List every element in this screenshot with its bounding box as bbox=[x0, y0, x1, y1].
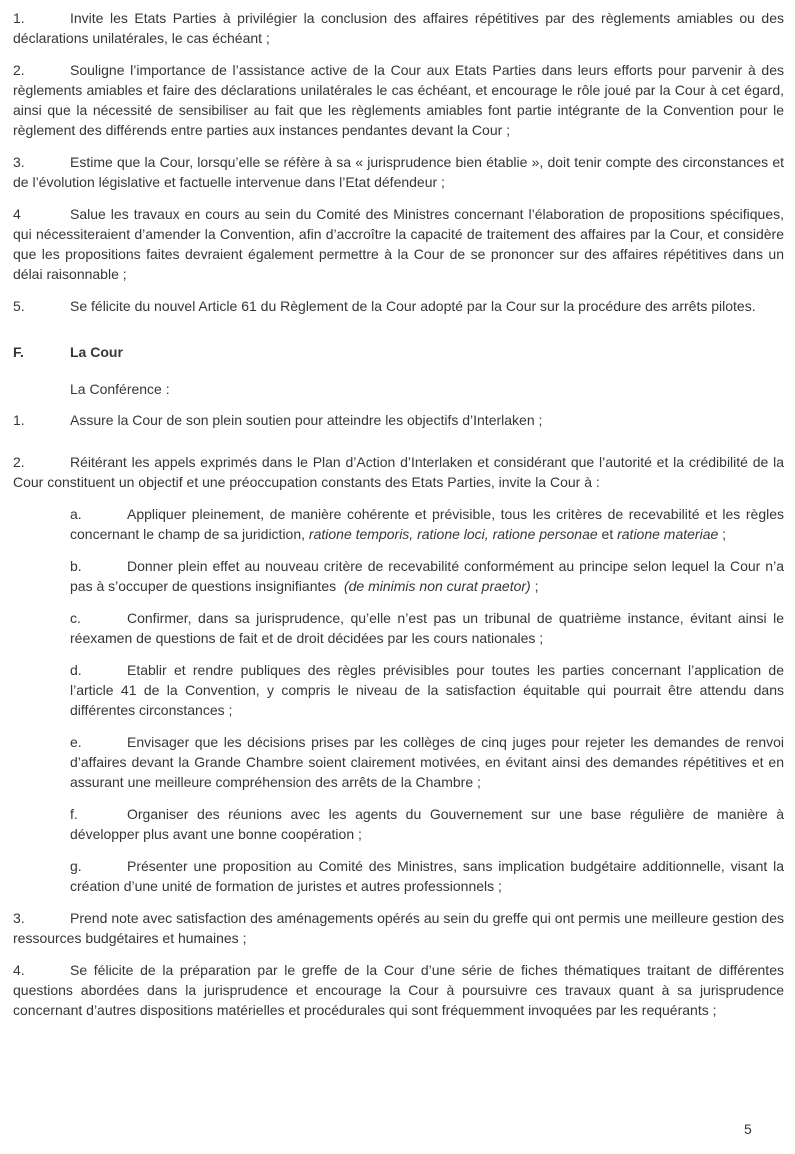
subitem-text: Appliquer pleinement, de manière cohérente et prévisible, tous les critères de recevabilité et les règles concernant le champ de sa juridiction, bbox=[70, 506, 784, 542]
section-title: La Cour bbox=[70, 344, 123, 360]
subitem-c bbox=[70, 608, 784, 648]
item-text: Prend note avec satisfaction des aménagements opérés au sein du greffe qui ont permis une meilleure gestion des ressources budgétaires et humaines ; bbox=[13, 910, 784, 946]
subitem-marker: d. bbox=[70, 662, 82, 678]
subitem-text: et bbox=[597, 526, 618, 542]
item-text: Réitérant les appels exprimés dans le Plan d’Action d’Interlaken et considérant que l’autorité et la crédibilité de la Cour constituent un objectif et une préoccupation constants des Etats Parties, invite la Cour à : bbox=[13, 454, 784, 490]
conference-intro: La Conférence : bbox=[70, 381, 170, 397]
section-label: F. bbox=[13, 344, 24, 360]
item-number: 2. bbox=[13, 454, 25, 470]
subitem-f bbox=[70, 804, 784, 844]
subitem-text: Donner plein effet au nouveau critère de recevabilité conformément au principe selon lequel la Cour n’a pas à s’occuper de questions insignifiantes bbox=[70, 558, 784, 594]
item-text: Salue les travaux en cours au sein du Comité des Ministres concernant l’élaboration de propositions spécifiques, qui nécessiteraient d’amender la Convention, afin d’accroître la capacité de traitement des affaires par la Cour, et considère que les propositions faites devraient également permettre à la Cour de se prononcer sur des affaires répétitives dans un délai raisonnable ; bbox=[13, 206, 784, 282]
paragraph-f-item-4 bbox=[13, 960, 784, 1020]
paragraph-item-2 bbox=[13, 60, 784, 140]
item-number: 4 bbox=[13, 206, 21, 222]
subitem-marker: f. bbox=[70, 806, 78, 822]
item-text: Assure la Cour de son plein soutien pour atteindre les objectifs d’Interlaken ; bbox=[70, 412, 543, 428]
item-text: Invite les Etats Parties à privilégier la conclusion des affaires répétitives par des règlements amiables ou des déclarations unilatérales, le cas échéant ; bbox=[13, 10, 784, 46]
page-number: 5 bbox=[744, 1121, 752, 1137]
item-number: 1. bbox=[13, 10, 25, 26]
item-number: 4. bbox=[13, 962, 25, 978]
subitem-marker: g. bbox=[70, 858, 82, 874]
subitem-text-italic: (de minimis non curat praetor) bbox=[343, 578, 531, 594]
subitem-text: Etablir et rendre publiques des règles prévisibles pour toutes les parties concernant l’application de l’article 41 de la Convention, y compris le niveau de la satisfaction équitable qui pourrait être attendu dans différentes circonstances ; bbox=[70, 662, 784, 718]
subitem-b bbox=[70, 556, 784, 596]
subitem-d bbox=[70, 660, 784, 720]
item-text: Se félicite de la préparation par le greffe de la Cour d’une série de fiches thématiques traitant de différentes questions abordées dans la jurisprudence et encourage la Cour à poursuivre ces travaux quant à sa jurisprudence concernant d’autres dispositions matérielles et procédurales qui sont fréquemment invoquées par les requérants ; bbox=[13, 962, 784, 1018]
subitem-g bbox=[70, 856, 784, 896]
section-f-heading bbox=[13, 342, 784, 362]
item-number: 1. bbox=[13, 412, 25, 428]
subitem-text: Confirmer, dans sa jurisprudence, qu’elle n’est pas un tribunal de quatrième instance, évitant ainsi le réexamen de questions de fait et de droit décidées par les cours nationales ; bbox=[70, 610, 784, 646]
subitem-e bbox=[70, 732, 784, 792]
paragraph-item-4 bbox=[13, 204, 784, 284]
item-text: Estime que la Cour, lorsqu’elle se réfère à sa « jurisprudence bien établie », doit tenir compte des circonstances et de l’évolution législative et factuelle intervenue dans l’Etat défendeur ; bbox=[13, 154, 784, 190]
subitem-text: Organiser des réunions avec les agents du Gouvernement sur une base régulière de manière à développer plus avant une bonne coopération ; bbox=[70, 806, 784, 842]
subitem-text: ; bbox=[718, 526, 727, 542]
subitem-text-italic: ratione materiae bbox=[617, 526, 719, 542]
item-number: 2. bbox=[13, 62, 25, 78]
paragraph-item-5 bbox=[13, 296, 784, 316]
subitem-text: Envisager que les décisions prises par les collèges de cinq juges pour rejeter les demandes de renvoi d’affaires devant la Grande Chambre soient clairement motivées, en évitant ainsi des demandes répétitives et en assurant une meilleure compréhension des arrêts de la Chambre ; bbox=[70, 734, 784, 790]
subitem-a bbox=[70, 504, 784, 544]
subitem-marker: b. bbox=[70, 558, 82, 574]
paragraph-f-item-1 bbox=[13, 410, 784, 430]
paragraph-item-1 bbox=[13, 8, 784, 48]
item-number: 3. bbox=[13, 910, 25, 926]
item-text: Se félicite du nouvel Article 61 du Règlement de la Cour adopté par la Cour sur la procédure des arrêts pilotes. bbox=[70, 298, 756, 314]
paragraph-item-3 bbox=[13, 152, 784, 192]
item-text: Souligne l’importance de l’assistance active de la Cour aux Etats Parties dans leurs efforts pour parvenir à des règlements amiables et faire des déclarations unilatérales le cas échéant, et encourage le rôle joué par la Cour à cet égard, ainsi que la nécessité de sensibiliser au fait que les règlements amiables font partie intégrante de la Convention pour le règlement des différends entre parties aux instances pendantes devant la Cour ; bbox=[13, 62, 784, 138]
paragraph-f-item-2 bbox=[13, 452, 784, 492]
subitem-text: Présenter une proposition au Comité des Ministres, sans implication budgétaire additionnelle, visant la création d’une unité de formation de juristes et autres professionnels ; bbox=[70, 858, 784, 894]
subitem-marker: e. bbox=[70, 734, 82, 750]
subitem-text: ; bbox=[530, 578, 539, 594]
subitem-text-italic: ratione temporis, ratione loci, ratione personae bbox=[308, 526, 598, 542]
paragraph-f-item-3 bbox=[13, 908, 784, 948]
item-number: 3. bbox=[13, 154, 25, 170]
subitem-marker: a. bbox=[70, 506, 82, 522]
item-number: 5. bbox=[13, 298, 25, 314]
subitem-marker: c. bbox=[70, 610, 81, 626]
